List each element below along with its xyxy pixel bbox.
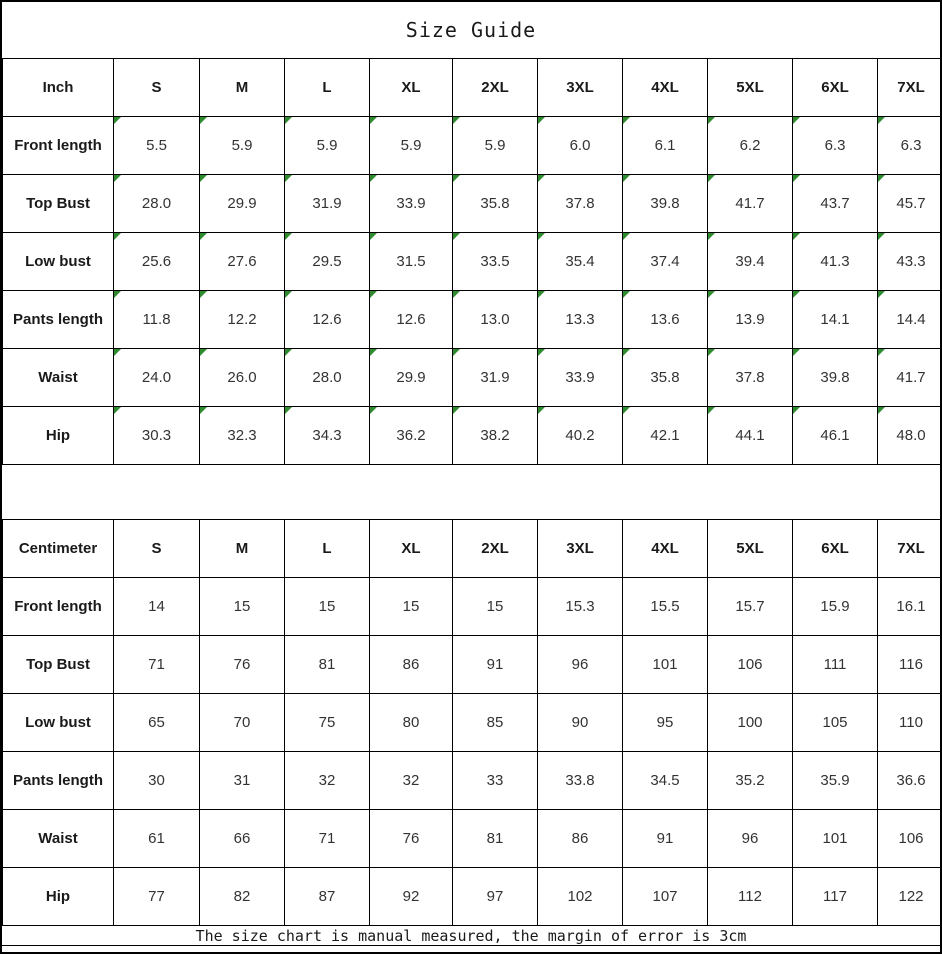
table-row — [3, 233, 942, 291]
value-cell: 41.7 — [708, 175, 793, 233]
value-cell: 81 — [453, 810, 538, 868]
value-cell: 39.8 — [623, 175, 708, 233]
value-cell: 77 — [114, 868, 200, 926]
size-header-cell: 5XL — [708, 520, 793, 578]
row-label-cell: Hip — [3, 868, 114, 926]
value-cell: 14 — [114, 578, 200, 636]
value-cell: 5.9 — [200, 117, 285, 175]
value-cell: 76 — [370, 810, 453, 868]
value-cell: 6.0 — [538, 117, 623, 175]
value-cell: 25.6 — [114, 233, 200, 291]
value-cell: 15.3 — [538, 578, 623, 636]
value-cell: 13.6 — [623, 291, 708, 349]
value-cell: 15.5 — [623, 578, 708, 636]
value-cell: 35.8 — [623, 349, 708, 407]
size-header-row — [3, 59, 942, 117]
value-cell: 28.0 — [285, 349, 370, 407]
value-cell: 41.7 — [878, 349, 942, 407]
value-cell: 32 — [370, 752, 453, 810]
value-cell: 15 — [370, 578, 453, 636]
table-row — [3, 578, 942, 636]
size-header-cell: 6XL — [793, 59, 878, 117]
value-cell: 37.8 — [538, 175, 623, 233]
value-cell: 96 — [708, 810, 793, 868]
bottom-strip — [2, 946, 940, 952]
value-cell: 106 — [708, 636, 793, 694]
size-header-cell: L — [285, 520, 370, 578]
row-label-cell: Top Bust — [3, 636, 114, 694]
value-cell: 86 — [538, 810, 623, 868]
value-cell: 33.9 — [538, 349, 623, 407]
value-cell: 34.5 — [623, 752, 708, 810]
unit-header-cell: Inch — [3, 59, 114, 117]
value-cell: 32 — [285, 752, 370, 810]
value-cell: 85 — [453, 694, 538, 752]
value-cell: 5.5 — [114, 117, 200, 175]
size-header-cell: XL — [370, 59, 453, 117]
value-cell: 35.2 — [708, 752, 793, 810]
row-label-cell: Top Bust — [3, 175, 114, 233]
value-cell: 13.9 — [708, 291, 793, 349]
size-header-cell: 5XL — [708, 59, 793, 117]
value-cell: 6.2 — [708, 117, 793, 175]
value-cell: 116 — [878, 636, 942, 694]
value-cell: 15 — [285, 578, 370, 636]
measurement-note: The size chart is manual measured, the margin of error is 3cm — [2, 926, 940, 946]
value-cell: 40.2 — [538, 407, 623, 465]
value-cell: 117 — [793, 868, 878, 926]
value-cell: 29.5 — [285, 233, 370, 291]
value-cell: 71 — [285, 810, 370, 868]
value-cell: 28.0 — [114, 175, 200, 233]
value-cell: 6.1 — [623, 117, 708, 175]
size-header-cell: 2XL — [453, 59, 538, 117]
value-cell: 35.4 — [538, 233, 623, 291]
value-cell: 6.3 — [878, 117, 942, 175]
value-cell: 66 — [200, 810, 285, 868]
value-cell: 31.5 — [370, 233, 453, 291]
value-cell: 107 — [623, 868, 708, 926]
value-cell: 5.9 — [285, 117, 370, 175]
table-row — [3, 810, 942, 868]
value-cell: 33 — [453, 752, 538, 810]
value-cell: 43.7 — [793, 175, 878, 233]
row-label-cell: Pants length — [3, 291, 114, 349]
size-header-cell: 3XL — [538, 59, 623, 117]
row-label-cell: Pants length — [3, 752, 114, 810]
value-cell: 31 — [200, 752, 285, 810]
value-cell: 33.9 — [370, 175, 453, 233]
table-gap — [2, 465, 940, 519]
value-cell: 36.2 — [370, 407, 453, 465]
value-cell: 27.6 — [200, 233, 285, 291]
value-cell: 12.6 — [370, 291, 453, 349]
value-cell: 87 — [285, 868, 370, 926]
value-cell: 34.3 — [285, 407, 370, 465]
table-row — [3, 868, 942, 926]
size-header-cell: 4XL — [623, 59, 708, 117]
value-cell: 35.8 — [453, 175, 538, 233]
value-cell: 100 — [708, 694, 793, 752]
value-cell: 102 — [538, 868, 623, 926]
value-cell: 33.5 — [453, 233, 538, 291]
row-label-cell: Low bust — [3, 233, 114, 291]
value-cell: 6.3 — [793, 117, 878, 175]
value-cell: 76 — [200, 636, 285, 694]
value-cell: 5.9 — [453, 117, 538, 175]
cm-table — [2, 519, 942, 926]
inch-table — [2, 58, 942, 465]
value-cell: 29.9 — [200, 175, 285, 233]
value-cell: 91 — [453, 636, 538, 694]
size-header-cell: M — [200, 520, 285, 578]
size-header-cell: 7XL — [878, 520, 942, 578]
row-label-cell: Waist — [3, 810, 114, 868]
value-cell: 37.4 — [623, 233, 708, 291]
value-cell: 101 — [793, 810, 878, 868]
value-cell: 30.3 — [114, 407, 200, 465]
size-header-cell: 7XL — [878, 59, 942, 117]
value-cell: 38.2 — [453, 407, 538, 465]
size-header-cell: 6XL — [793, 520, 878, 578]
value-cell: 43.3 — [878, 233, 942, 291]
value-cell: 46.1 — [793, 407, 878, 465]
value-cell: 110 — [878, 694, 942, 752]
value-cell: 16.1 — [878, 578, 942, 636]
value-cell: 13.3 — [538, 291, 623, 349]
value-cell: 32.3 — [200, 407, 285, 465]
table-row — [3, 175, 942, 233]
value-cell: 71 — [114, 636, 200, 694]
table-row — [3, 117, 942, 175]
value-cell: 30 — [114, 752, 200, 810]
value-cell: 112 — [708, 868, 793, 926]
value-cell: 11.8 — [114, 291, 200, 349]
row-label-cell: Waist — [3, 349, 114, 407]
value-cell: 92 — [370, 868, 453, 926]
value-cell: 42.1 — [623, 407, 708, 465]
value-cell: 37.8 — [708, 349, 793, 407]
value-cell: 44.1 — [708, 407, 793, 465]
size-header-cell: 4XL — [623, 520, 708, 578]
table-row — [3, 291, 942, 349]
value-cell: 31.9 — [453, 349, 538, 407]
value-cell: 5.9 — [370, 117, 453, 175]
value-cell: 41.3 — [793, 233, 878, 291]
value-cell: 96 — [538, 636, 623, 694]
value-cell: 70 — [200, 694, 285, 752]
value-cell: 14.1 — [793, 291, 878, 349]
size-header-row — [3, 520, 942, 578]
table-row — [3, 752, 942, 810]
value-cell: 75 — [285, 694, 370, 752]
value-cell: 13.0 — [453, 291, 538, 349]
value-cell: 24.0 — [114, 349, 200, 407]
value-cell: 29.9 — [370, 349, 453, 407]
value-cell: 91 — [623, 810, 708, 868]
value-cell: 45.7 — [878, 175, 942, 233]
value-cell: 105 — [793, 694, 878, 752]
value-cell: 26.0 — [200, 349, 285, 407]
value-cell: 48.0 — [878, 407, 942, 465]
row-label-cell: Front length — [3, 578, 114, 636]
size-header-cell: 3XL — [538, 520, 623, 578]
table-row — [3, 407, 942, 465]
size-header-cell: 2XL — [453, 520, 538, 578]
value-cell: 111 — [793, 636, 878, 694]
table-row — [3, 694, 942, 752]
value-cell: 80 — [370, 694, 453, 752]
page-title: Size Guide — [405, 18, 537, 42]
value-cell: 61 — [114, 810, 200, 868]
value-cell: 106 — [878, 810, 942, 868]
table-row — [3, 349, 942, 407]
value-cell: 31.9 — [285, 175, 370, 233]
value-cell: 39.8 — [793, 349, 878, 407]
value-cell: 15 — [453, 578, 538, 636]
value-cell: 39.4 — [708, 233, 793, 291]
value-cell: 15 — [200, 578, 285, 636]
value-cell: 82 — [200, 868, 285, 926]
value-cell: 97 — [453, 868, 538, 926]
value-cell: 65 — [114, 694, 200, 752]
value-cell: 15.9 — [793, 578, 878, 636]
value-cell: 12.2 — [200, 291, 285, 349]
value-cell: 86 — [370, 636, 453, 694]
size-header-cell: M — [200, 59, 285, 117]
row-label-cell: Low bust — [3, 694, 114, 752]
value-cell: 14.4 — [878, 291, 942, 349]
value-cell: 90 — [538, 694, 623, 752]
size-header-cell: L — [285, 59, 370, 117]
value-cell: 33.8 — [538, 752, 623, 810]
row-label-cell: Hip — [3, 407, 114, 465]
value-cell: 35.9 — [793, 752, 878, 810]
size-header-cell: S — [114, 59, 200, 117]
size-header-cell: S — [114, 520, 200, 578]
table-row — [3, 636, 942, 694]
value-cell: 36.6 — [878, 752, 942, 810]
value-cell: 12.6 — [285, 291, 370, 349]
value-cell: 95 — [623, 694, 708, 752]
value-cell: 122 — [878, 868, 942, 926]
value-cell: 101 — [623, 636, 708, 694]
value-cell: 15.7 — [708, 578, 793, 636]
size-header-cell: XL — [370, 520, 453, 578]
value-cell: 81 — [285, 636, 370, 694]
row-label-cell: Front length — [3, 117, 114, 175]
unit-header-cell: Centimeter — [3, 520, 114, 578]
